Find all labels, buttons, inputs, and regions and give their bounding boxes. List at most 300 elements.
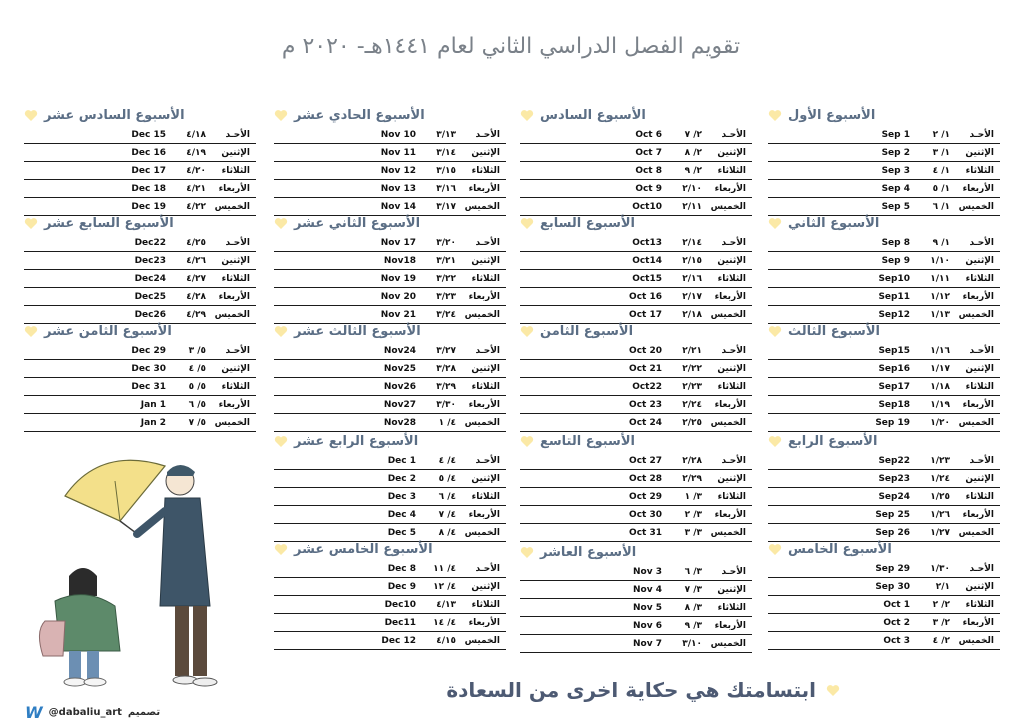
hijri-date: ١/ ٥ xyxy=(932,183,950,194)
week-header xyxy=(24,212,256,234)
hijri-date: ٢/١٧ xyxy=(682,291,702,302)
gregorian-date: Dec 2 xyxy=(387,473,416,484)
day-row xyxy=(274,162,506,180)
week-title: الأسبوع السادس عشر xyxy=(44,107,185,123)
day-row xyxy=(274,506,506,524)
week-block-3 xyxy=(768,320,1000,432)
day-name: الأحـد xyxy=(225,345,250,356)
day-row xyxy=(520,470,752,488)
heart-icon xyxy=(520,217,534,230)
day-row xyxy=(274,596,506,614)
week-header xyxy=(768,104,1000,126)
day-name: الأربعاء xyxy=(468,291,500,302)
day-name: الإثنين xyxy=(717,255,746,266)
week-title: الأسبوع الثامن xyxy=(540,323,634,339)
gregorian-date: Sep 3 xyxy=(881,165,910,176)
heart-icon xyxy=(520,109,534,122)
week-block-11 xyxy=(274,104,506,216)
day-row xyxy=(520,581,752,599)
hijri-date: ٤/ ٧ xyxy=(438,509,456,520)
gregorian-date: Oct 21 xyxy=(629,363,662,374)
gregorian-date: Sep18 xyxy=(878,399,910,410)
hijri-date: ٤/١٣ xyxy=(436,599,456,610)
week-block-17 xyxy=(24,212,256,324)
gregorian-date: Oct 17 xyxy=(629,309,662,320)
hijri-date: ٢/١٤ xyxy=(682,237,702,248)
day-name: الأربعاء xyxy=(714,620,746,631)
day-name: الخميس xyxy=(958,201,994,212)
day-name: الخميس xyxy=(958,417,994,428)
heart-icon xyxy=(24,325,38,338)
week-header xyxy=(274,212,506,234)
day-row xyxy=(768,162,1000,180)
day-name: الخميس xyxy=(710,638,746,649)
hijri-date: ٣/ ٩ xyxy=(684,620,702,631)
hijri-date: ٤/١٨ xyxy=(186,129,206,140)
day-row xyxy=(768,126,1000,144)
day-row xyxy=(274,560,506,578)
day-row xyxy=(520,452,752,470)
day-row xyxy=(24,378,256,396)
day-row xyxy=(24,126,256,144)
day-name: الأربعاء xyxy=(962,509,994,520)
day-name: الثلاثاء xyxy=(471,273,500,284)
gregorian-date: Oct 1 xyxy=(883,599,910,610)
hijri-date: ١/١١ xyxy=(930,273,950,284)
gregorian-date: Oct 28 xyxy=(629,473,662,484)
day-name: الثلاثاء xyxy=(717,602,746,613)
day-name: الأربعاء xyxy=(962,399,994,410)
week-title: الأسبوع الثاني عشر xyxy=(294,215,421,231)
hijri-date: ١/٣٠ xyxy=(930,563,950,574)
gregorian-date: Oct 7 xyxy=(635,147,662,158)
gregorian-date: Sep10 xyxy=(878,273,910,284)
couple-umbrella-illustration xyxy=(25,436,255,698)
hijri-date: ١/٢٧ xyxy=(930,527,950,538)
day-row xyxy=(24,252,256,270)
day-name: الأحـد xyxy=(475,237,500,248)
heart-icon xyxy=(274,435,288,448)
day-name: الإثنين xyxy=(717,363,746,374)
hijri-date: ٣/١٧ xyxy=(436,201,456,212)
day-name: الإثنين xyxy=(965,473,994,484)
day-name: الأحـد xyxy=(969,455,994,466)
day-name: الثلاثاء xyxy=(221,165,250,176)
hijri-date: ٤/٢٦ xyxy=(186,255,206,266)
day-row xyxy=(24,234,256,252)
hijri-date: ٣/ ٨ xyxy=(684,602,702,613)
day-row xyxy=(274,342,506,360)
day-row xyxy=(274,234,506,252)
week-title: الأسبوع السابع عشر xyxy=(44,215,174,231)
gregorian-date: Oct15 xyxy=(632,273,662,284)
heart-icon xyxy=(274,217,288,230)
hijri-date: ١/٢٠ xyxy=(930,417,950,428)
day-name: الأربعاء xyxy=(468,183,500,194)
hijri-date: ١/ ٣ xyxy=(932,147,950,158)
day-name: الثلاثاء xyxy=(965,599,994,610)
day-row xyxy=(768,560,1000,578)
gregorian-date: Dec22 xyxy=(134,237,166,248)
day-row xyxy=(274,270,506,288)
hijri-date: ٣/ ٧ xyxy=(684,584,702,595)
gregorian-date: Jan 2 xyxy=(140,417,166,428)
day-name: الخميس xyxy=(958,635,994,646)
day-name: الثلاثاء xyxy=(221,273,250,284)
gregorian-date: Nov 14 xyxy=(380,201,416,212)
day-row xyxy=(274,144,506,162)
week-title: الأسبوع السابع xyxy=(540,215,635,231)
day-row xyxy=(768,578,1000,596)
gregorian-date: Oct13 xyxy=(632,237,662,248)
day-row xyxy=(520,635,752,653)
day-name: الخميس xyxy=(958,527,994,538)
day-name: الخميس xyxy=(214,309,250,320)
day-name: الأحـد xyxy=(225,237,250,248)
hijri-date: ٢/ ٩ xyxy=(684,165,702,176)
hijri-date: ٣/٢٢ xyxy=(436,273,456,284)
week-title: الأسبوع الخامس عشر xyxy=(294,541,433,557)
day-name: الأحـد xyxy=(721,566,746,577)
hijri-date: ٤/ ١٢ xyxy=(433,581,456,592)
week-block-18 xyxy=(24,320,256,432)
week-header xyxy=(768,538,1000,560)
heart-icon xyxy=(768,435,782,448)
day-name: الأحـد xyxy=(969,237,994,248)
week-title: الأسبوع الثالث xyxy=(788,323,880,339)
day-name: الأربعاء xyxy=(962,617,994,628)
designer-handle: @dabaliu_art xyxy=(48,707,122,718)
day-name: الثلاثاء xyxy=(221,381,250,392)
gregorian-date: Nov28 xyxy=(383,417,416,428)
day-name: الإثنين xyxy=(221,255,250,266)
hijri-date: ٤/٢٧ xyxy=(186,273,206,284)
day-name: الأحـد xyxy=(969,345,994,356)
hijri-date: ٤/ ٨ xyxy=(438,527,456,538)
hijri-date: ٣/١٦ xyxy=(436,183,456,194)
hijri-date: ٢/١١ xyxy=(682,201,702,212)
gregorian-date: Oct 23 xyxy=(629,399,662,410)
gregorian-date: Nov 21 xyxy=(380,309,416,320)
week-header xyxy=(274,430,506,452)
week-header xyxy=(520,320,752,342)
gregorian-date: Nov 10 xyxy=(380,129,416,140)
heart-icon xyxy=(520,435,534,448)
hijri-date: ٣/١٠ xyxy=(682,638,702,649)
day-row xyxy=(520,599,752,617)
day-name: الأربعاء xyxy=(468,617,500,628)
heart-icon xyxy=(826,684,840,697)
page-title: تقويم الفصل الدراسي الثاني لعام ١٤٤١هـ- ٢٠٢٠ م xyxy=(281,34,741,59)
hijri-date: ٤/ ٤ xyxy=(438,455,456,466)
day-row xyxy=(768,288,1000,306)
heart-icon xyxy=(520,546,534,559)
day-row xyxy=(24,288,256,306)
day-name: الأربعاء xyxy=(714,291,746,302)
week-block-2 xyxy=(768,212,1000,324)
week-header xyxy=(768,212,1000,234)
hijri-date: ٢/١٥ xyxy=(682,255,702,266)
day-row xyxy=(274,396,506,414)
hijri-date: ٤/ ١١ xyxy=(433,563,456,574)
day-row xyxy=(274,252,506,270)
gregorian-date: Sep17 xyxy=(878,381,910,392)
hijri-date: ٣/٢٨ xyxy=(436,363,456,374)
gregorian-date: Oct 30 xyxy=(629,509,662,520)
day-row xyxy=(520,360,752,378)
day-name: الخميس xyxy=(710,417,746,428)
heart-icon xyxy=(274,543,288,556)
gregorian-date: Sep 2 xyxy=(881,147,910,158)
gregorian-date: Dec 15 xyxy=(131,129,166,140)
day-name: الأربعاء xyxy=(468,509,500,520)
hijri-date: ٤/ ٥ xyxy=(438,473,456,484)
day-row xyxy=(520,162,752,180)
hijri-date: ١/ ٤ xyxy=(932,165,950,176)
hijri-date: ١/١٩ xyxy=(930,399,950,410)
hijri-date: ٢/١٨ xyxy=(682,309,702,320)
day-row xyxy=(768,342,1000,360)
hijri-date: ١/٢٤ xyxy=(930,473,950,484)
day-name: الثلاثاء xyxy=(471,599,500,610)
hijri-date: ٢/٢٢ xyxy=(682,363,702,374)
day-name: الثلاثاء xyxy=(717,491,746,502)
gregorian-date: Oct 2 xyxy=(883,617,910,628)
day-name: الثلاثاء xyxy=(717,381,746,392)
day-row xyxy=(520,342,752,360)
heart-icon xyxy=(768,325,782,338)
hijri-date: ١/ ٩ xyxy=(932,237,950,248)
day-name: الخميس xyxy=(214,201,250,212)
week-block-13 xyxy=(274,320,506,432)
gregorian-date: Oct 6 xyxy=(635,129,662,140)
week-header xyxy=(768,320,1000,342)
gregorian-date: Oct22 xyxy=(632,381,662,392)
hijri-date: ٢/ ٣ xyxy=(932,617,950,628)
gregorian-date: Dec24 xyxy=(134,273,166,284)
week-header xyxy=(274,538,506,560)
day-name: الأربعاء xyxy=(962,291,994,302)
week-title: الأسبوع الثامن عشر xyxy=(44,323,172,339)
day-row xyxy=(24,162,256,180)
gregorian-date: Sep 4 xyxy=(881,183,910,194)
day-name: الأربعاء xyxy=(218,291,250,302)
day-name: الإثنين xyxy=(965,147,994,158)
day-row xyxy=(24,144,256,162)
hijri-date: ٣/٢٠ xyxy=(436,237,456,248)
hijri-date: ١/١٧ xyxy=(930,363,950,374)
gregorian-date: Nov 3 xyxy=(633,566,662,577)
day-name: الثلاثاء xyxy=(965,491,994,502)
day-row xyxy=(768,506,1000,524)
hijri-date: ٣/١٣ xyxy=(436,129,456,140)
day-name: الثلاثاء xyxy=(471,491,500,502)
day-name: الخميس xyxy=(464,417,500,428)
day-name: الثلاثاء xyxy=(965,381,994,392)
week-title: الأسبوع الخامس xyxy=(788,541,892,557)
day-name: الأحـد xyxy=(721,455,746,466)
week-header xyxy=(520,430,752,452)
designer-logo: W xyxy=(25,703,43,721)
day-name: الإثنين xyxy=(221,363,250,374)
hijri-date: ٥/ ٣ xyxy=(188,345,206,356)
day-name: الأربعاء xyxy=(714,183,746,194)
day-name: الثلاثاء xyxy=(717,273,746,284)
hijri-date: ٢/٢١ xyxy=(682,345,702,356)
hijri-date: ٤/٢٩ xyxy=(186,309,206,320)
week-header xyxy=(24,104,256,126)
week-title: الأسبوع الثالث عشر xyxy=(294,323,421,339)
day-row xyxy=(274,288,506,306)
gregorian-date: Nov25 xyxy=(383,363,416,374)
hijri-date: ٢/٢٥ xyxy=(682,417,702,428)
day-name: الأربعاء xyxy=(714,399,746,410)
heart-icon xyxy=(24,109,38,122)
gregorian-date: Oct10 xyxy=(632,201,662,212)
day-name: الثلاثاء xyxy=(965,273,994,284)
day-name: الأحـد xyxy=(475,345,500,356)
day-name: الأحـد xyxy=(969,129,994,140)
gregorian-date: Sep 29 xyxy=(875,563,910,574)
day-row xyxy=(274,126,506,144)
footer-quote xyxy=(420,678,840,702)
day-row xyxy=(520,378,752,396)
hijri-date: ١/١٣ xyxy=(930,309,950,320)
day-name: الأربعاء xyxy=(218,183,250,194)
day-name: الثلاثاء xyxy=(471,165,500,176)
week-header xyxy=(24,320,256,342)
day-row xyxy=(274,452,506,470)
day-name: الأحـد xyxy=(475,455,500,466)
day-row xyxy=(274,378,506,396)
hijri-date: ٢/ ٤ xyxy=(932,635,950,646)
day-name: الخميس xyxy=(710,527,746,538)
hijri-date: ١/٢٦ xyxy=(930,509,950,520)
day-row xyxy=(520,563,752,581)
hijri-date: ١/١٦ xyxy=(930,345,950,356)
day-row xyxy=(520,488,752,506)
gregorian-date: Sep 8 xyxy=(881,237,910,248)
hijri-date: ٤/٢٨ xyxy=(186,291,206,302)
hijri-date: ٣/٢٣ xyxy=(436,291,456,302)
hijri-date: ٤/٢٥ xyxy=(186,237,206,248)
heart-icon xyxy=(520,325,534,338)
hijri-date: ٢/١٠ xyxy=(682,183,702,194)
gregorian-date: Sep23 xyxy=(878,473,910,484)
day-name: الإثنين xyxy=(965,581,994,592)
day-name: الأحـد xyxy=(721,129,746,140)
day-name: الأربعاء xyxy=(962,183,994,194)
week-block-12 xyxy=(274,212,506,324)
hijri-date: ١/٢٣ xyxy=(930,455,950,466)
hijri-date: ٢/٢٤ xyxy=(682,399,702,410)
hijri-date: ٤/ ١٤ xyxy=(433,617,456,628)
gregorian-date: Oct 16 xyxy=(629,291,662,302)
footer-text: ابتسامتك هي حكاية اخرى من السعادة xyxy=(446,678,816,702)
week-block-14 xyxy=(274,430,506,542)
gregorian-date: Nov 4 xyxy=(633,584,662,595)
gregorian-date: Nov 19 xyxy=(380,273,416,284)
gregorian-date: Sep 26 xyxy=(875,527,910,538)
hijri-date: ٤/١٥ xyxy=(436,635,456,646)
day-name: الأحـد xyxy=(721,237,746,248)
hijri-date: ٢/١ xyxy=(935,581,950,592)
day-row xyxy=(768,488,1000,506)
day-name: الأربعاء xyxy=(714,509,746,520)
day-row xyxy=(768,270,1000,288)
gregorian-date: Jan 1 xyxy=(140,399,166,410)
day-row xyxy=(24,360,256,378)
gregorian-date: Oct 31 xyxy=(629,527,662,538)
week-header xyxy=(274,320,506,342)
designer-label: تصميم xyxy=(127,707,161,718)
day-row xyxy=(274,488,506,506)
day-name: الإثنين xyxy=(965,363,994,374)
day-row xyxy=(274,180,506,198)
day-row xyxy=(768,180,1000,198)
day-name: الثلاثاء xyxy=(965,165,994,176)
week-block-5 xyxy=(768,538,1000,650)
day-name: الأحـد xyxy=(475,129,500,140)
gregorian-date: Dec 3 xyxy=(387,491,416,502)
day-name: الخميس xyxy=(464,635,500,646)
day-row xyxy=(768,252,1000,270)
day-name: الأربعاء xyxy=(218,399,250,410)
week-block-8 xyxy=(520,320,752,432)
day-row xyxy=(768,360,1000,378)
week-title: الأسبوع العاشر xyxy=(540,544,637,560)
week-title: الأسبوع الأول xyxy=(788,107,876,123)
day-name: الإثنين xyxy=(717,584,746,595)
gregorian-date: Sep 5 xyxy=(881,201,910,212)
hijri-date: ١/١٨ xyxy=(930,381,950,392)
hijri-date: ٥/ ٦ xyxy=(188,399,206,410)
hijri-date: ٤/٢٠ xyxy=(186,165,206,176)
day-row xyxy=(768,234,1000,252)
day-row xyxy=(274,632,506,650)
day-name: الإثنين xyxy=(471,473,500,484)
gregorian-date: Nov 6 xyxy=(633,620,662,631)
day-name: الإثنين xyxy=(471,255,500,266)
gregorian-date: Nov18 xyxy=(383,255,416,266)
hijri-date: ٢/ ٧ xyxy=(684,129,702,140)
week-block-4 xyxy=(768,430,1000,542)
gregorian-date: Nov 11 xyxy=(380,147,416,158)
gregorian-date: Oct 24 xyxy=(629,417,662,428)
day-row xyxy=(520,234,752,252)
day-row xyxy=(768,378,1000,396)
heart-icon xyxy=(24,217,38,230)
hijri-date: ٤/٢٢ xyxy=(186,201,206,212)
day-row xyxy=(520,288,752,306)
day-row xyxy=(520,506,752,524)
gregorian-date: Dec26 xyxy=(134,309,166,320)
hijri-date: ١/٢٥ xyxy=(930,491,950,502)
hijri-date: ٣/١٤ xyxy=(436,147,456,158)
hijri-date: ٥/ ٤ xyxy=(188,363,206,374)
day-row xyxy=(768,144,1000,162)
gregorian-date: Dec 19 xyxy=(131,201,166,212)
heart-icon xyxy=(274,325,288,338)
day-name: الخميس xyxy=(464,201,500,212)
hijri-date: ٣/٢١ xyxy=(436,255,456,266)
week-header xyxy=(274,104,506,126)
day-name: الإثنين xyxy=(471,147,500,158)
hijri-date: ٢/١٦ xyxy=(682,273,702,284)
hijri-date: ١/١٢ xyxy=(930,291,950,302)
week-header xyxy=(520,104,752,126)
day-row xyxy=(520,252,752,270)
